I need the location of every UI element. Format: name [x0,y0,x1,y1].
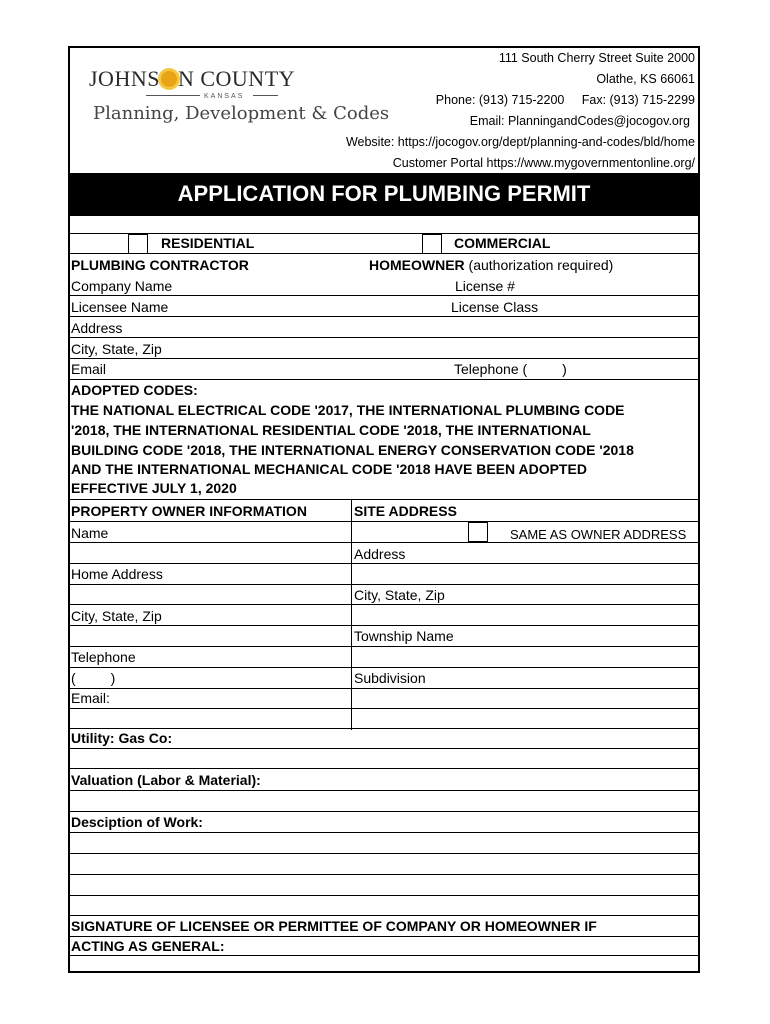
form-title: APPLICATION FOR PLUMBING PERMIT [70,173,698,215]
township-name-field[interactable]: Township Name [354,628,454,644]
logo-county-name: JOHNS N COUNTY [89,66,296,91]
logo-divider [253,95,278,96]
header-phone-fax: Phone: (913) 715-2200 Fax: (913) 715-2299 [435,93,695,107]
owner-name-field[interactable]: Name [71,525,109,541]
contractor-email-field[interactable]: Email [71,361,107,377]
logo-department: Planning, Development & Codes [93,103,390,124]
header-address-line2: Olathe, KS 66061 [596,72,695,86]
description-field[interactable]: Desciption of Work: [71,814,203,830]
contractor-city-state-zip-field[interactable]: City, State, Zip [71,341,162,357]
same-as-owner-label: SAME AS OWNER ADDRESS [510,527,687,542]
homeowner-label: HOMEOWNER (authorization required) [369,257,614,273]
permit-form: JOHNS N COUNTY KANSAS Planning, Development & Codes 111 South Cherry Street Suite 2000 Olathe, KS 66061 Phone: (913) 715-2200 Fax: (913) 715-2299 Email: PlanningandCodes@jocogov.org Website: https://jocogov.org/dept/planning-and-codes/bld/home Customer Portal https://www.mygovernmentonline.org/ APPLICATION FOR PLUMBING PERMIT RESIDENTIAL COMMERCIAL PLUMBING CONTRACTOR HOMEOWNER (authorization required) Company Name License # Licensee Name License Class Address City, State, Zip Email Telephone ( ) ADOPTED CODES: THE NATIONAL ELECTRICAL CODE '2017, THE INTERNATIONAL PLUMBING CODE '2018, THE INTERNATIONAL RESIDENTIAL CODE '2018, THE INTERNATIONAL BUILDING CODE '2018, THE INTERNATIONAL ENERGY CONSERVATION CODE '2018 AND THE INTERNATIONAL MECHANICAL CODE '2018 HAVE BEEN ADOPTED EFFECTIVE JULY 1, 2020 PROPERTY OWNER INFORMATION SITE ADDRESS Name SAME AS OWNER ADDRESS Address Home Address City, State, Zip City, State, Zip Township Name Telephone ( ) Subdivision Email: Utility: Gas Co: Valuation (Labor & Material): Desciption of Work: SIGNATURE OF LICENSEE OR PERMITTEE OF COMPANY OR HOMEOWNER IF ACTING AS GENERAL: [68,46,700,973]
site-heading: SITE ADDRESS [354,503,457,519]
contractor-telephone-field[interactable]: Telephone ( ) [454,361,567,377]
logo-state: KANSAS [204,93,245,100]
subdivision-field[interactable]: Subdivision [354,670,426,686]
license-number-field[interactable]: License # [455,278,515,294]
sunflower-icon [161,71,177,87]
residential-checkbox[interactable] [128,234,148,254]
owner-city-state-zip-field[interactable]: City, State, Zip [71,608,162,624]
signature-label-line1: SIGNATURE OF LICENSEE OR PERMITTEE OF COMPANY OR HOMEOWNER IF [71,918,597,934]
same-as-owner-checkbox[interactable] [468,522,488,542]
company-name-field[interactable]: Company Name [71,278,173,294]
owner-home-address-field[interactable]: Home Address [71,566,163,582]
license-class-field[interactable]: License Class [451,299,539,315]
header-address-line1: 111 South Cherry Street Suite 2000 [498,51,695,65]
site-city-state-zip-field[interactable]: City, State, Zip [354,587,445,603]
header-portal[interactable]: Customer Portal https://www.mygovernmentonline.org/ [392,156,695,170]
valuation-field[interactable]: Valuation (Labor & Material): [71,772,261,788]
commercial-label: COMMERCIAL [454,235,551,251]
contractor-heading: PLUMBING CONTRACTOR [71,257,249,273]
owner-telephone-label: Telephone [71,649,136,665]
owner-heading: PROPERTY OWNER INFORMATION [71,503,307,519]
owner-telephone-field[interactable]: ( ) [71,670,116,686]
commercial-checkbox[interactable] [422,234,442,254]
contractor-address-field[interactable]: Address [71,320,123,336]
licensee-name-field[interactable]: Licensee Name [71,299,169,315]
header-email[interactable]: Email: PlanningandCodes@jocogov.org [469,114,690,128]
header-website[interactable]: Website: https://jocogov.org/dept/planning-and-codes/bld/home [345,135,695,149]
utility-gas-field[interactable]: Utility: Gas Co: [71,730,173,746]
signature-label-line2[interactable]: ACTING AS GENERAL: [71,938,225,954]
owner-email-field[interactable]: Email: [71,690,110,706]
site-address-field[interactable]: Address [354,546,406,562]
residential-label: RESIDENTIAL [161,235,255,251]
logo-divider [146,95,200,96]
